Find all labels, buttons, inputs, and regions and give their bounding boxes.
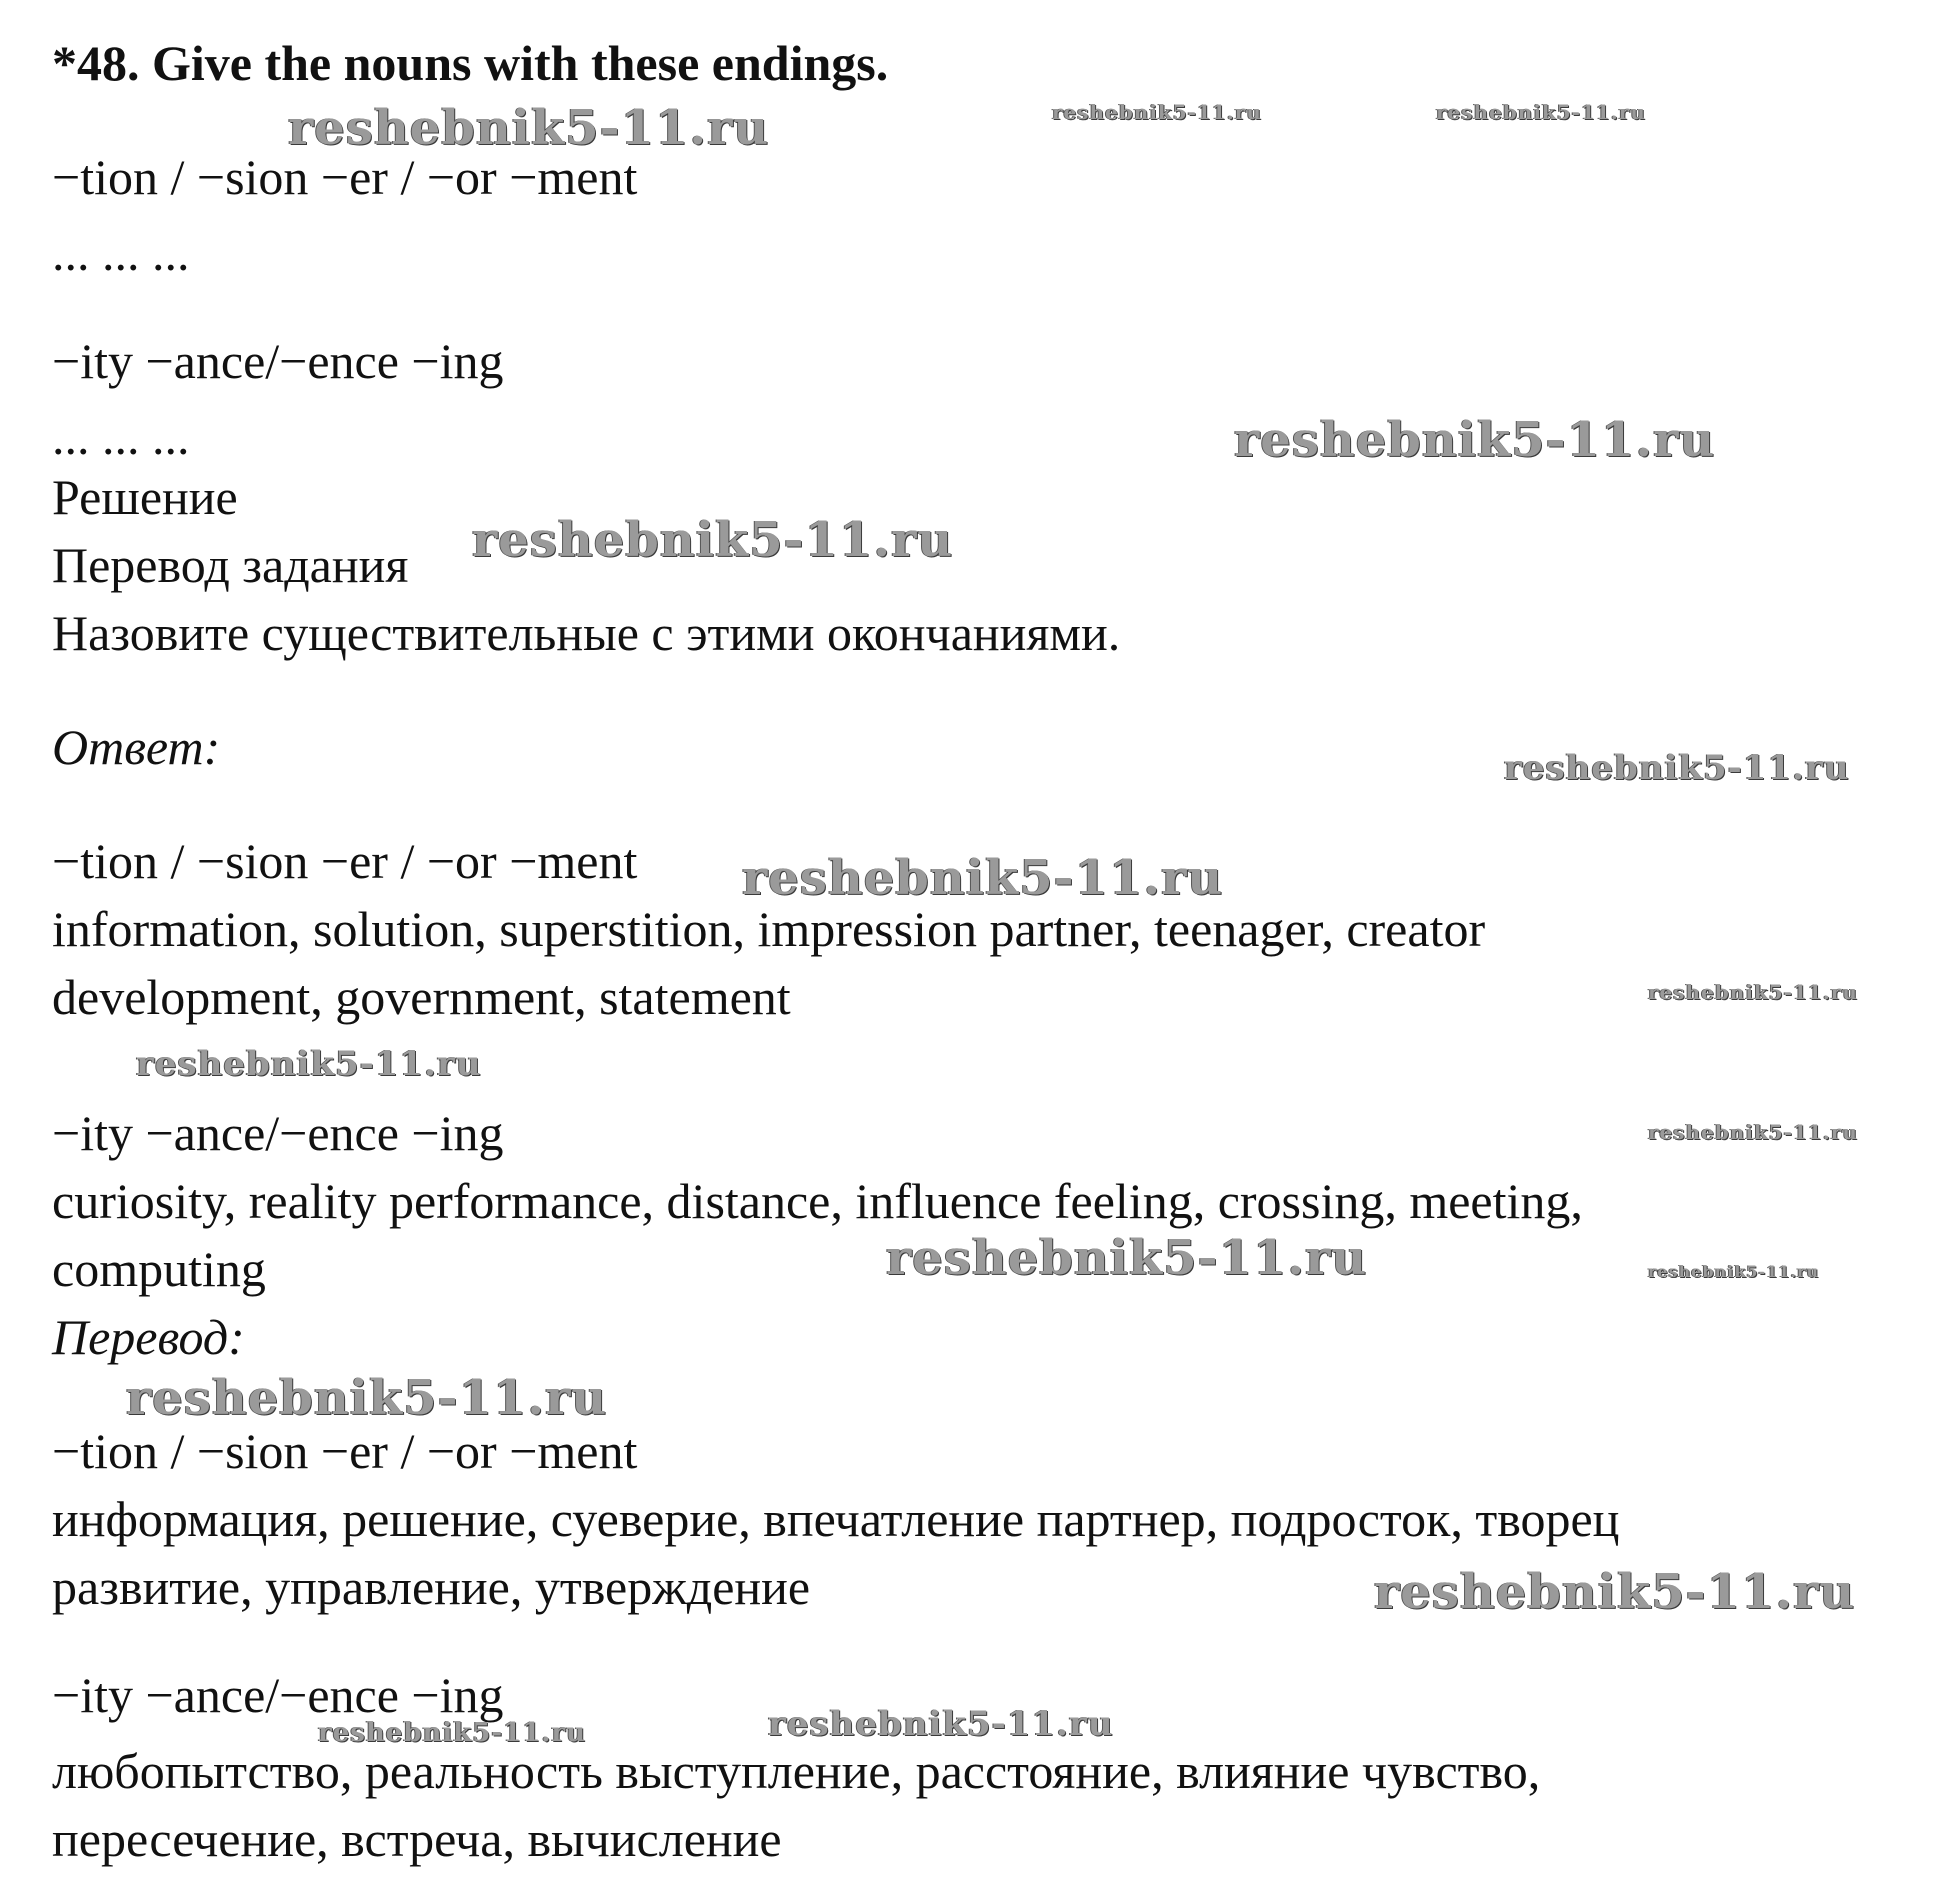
answer-endings-row2: −ity −ance/−ence −ing bbox=[52, 1105, 504, 1161]
answer-words-row2-line2: computing bbox=[52, 1241, 266, 1297]
translation-endings-row2: −ity −ance/−ence −ing bbox=[52, 1667, 504, 1723]
watermark: reshebnik5-11.ru bbox=[768, 1704, 1114, 1744]
watermark: reshebnik5-11.ru bbox=[1374, 1564, 1856, 1620]
exercise-title: *48. Give the nouns with these endings. bbox=[52, 35, 889, 91]
answer-words-row1-line2: development, government, statement bbox=[52, 969, 791, 1025]
watermark: reshebnik5-11.ru bbox=[1648, 1262, 1820, 1281]
watermark: reshebnik5-11.ru bbox=[288, 100, 770, 156]
watermark: reshebnik5-11.ru bbox=[126, 1370, 608, 1426]
translation-words-row1-line1: информация, решение, суеверие, впечатление партнер, подросток, творец bbox=[52, 1491, 1620, 1547]
task-endings-row2: −ity −ance/−ence −ing bbox=[52, 333, 504, 389]
watermark: reshebnik5-11.ru bbox=[1648, 980, 1858, 1004]
watermark: reshebnik5-11.ru bbox=[886, 1230, 1368, 1286]
watermark: reshebnik5-11.ru bbox=[318, 1718, 587, 1748]
watermark: reshebnik5-11.ru bbox=[136, 1044, 482, 1084]
translation-text: Назовите существительные с этими окончаниями. bbox=[52, 605, 1121, 661]
watermark: reshebnik5-11.ru bbox=[1436, 100, 1646, 124]
watermark: reshebnik5-11.ru bbox=[1052, 100, 1262, 124]
translation-endings-row1: −tion / −sion −er / −or −ment bbox=[52, 1423, 638, 1479]
watermark: reshebnik5-11.ru bbox=[1234, 412, 1716, 468]
answer-label: Ответ: bbox=[52, 719, 221, 775]
answer-endings-row1: −tion / −sion −er / −or −ment bbox=[52, 833, 638, 889]
answer-words-row2-line1: curiosity, reality performance, distance, influence feeling, crossing, meeting, bbox=[52, 1173, 1583, 1229]
translation-heading: Перевод задания bbox=[52, 537, 409, 593]
watermark: reshebnik5-11.ru bbox=[1648, 1120, 1858, 1144]
task-blanks-row2: ... ... ... bbox=[52, 409, 190, 465]
translation-words-row2-line1: любопытство, реальность выступление, расстояние, влияние чувство, bbox=[52, 1743, 1541, 1799]
watermark: reshebnik5-11.ru bbox=[1504, 748, 1850, 788]
translation-label: Перевод: bbox=[52, 1309, 245, 1365]
translation-words-row2-line2: пересечение, встреча, вычисление bbox=[52, 1811, 782, 1867]
watermark: reshebnik5-11.ru bbox=[742, 850, 1224, 906]
task-blanks-row1: ... ... ... bbox=[52, 225, 190, 281]
translation-words-row1-line2: развитие, управление, утверждение bbox=[52, 1559, 811, 1615]
answer-words-row1-line1: information, solution, superstition, impression partner, teenager, creator bbox=[52, 901, 1486, 957]
solution-heading: Решение bbox=[52, 469, 238, 525]
task-endings-row1: −tion / −sion −er / −or −ment bbox=[52, 149, 638, 205]
watermark: reshebnik5-11.ru bbox=[472, 512, 954, 568]
